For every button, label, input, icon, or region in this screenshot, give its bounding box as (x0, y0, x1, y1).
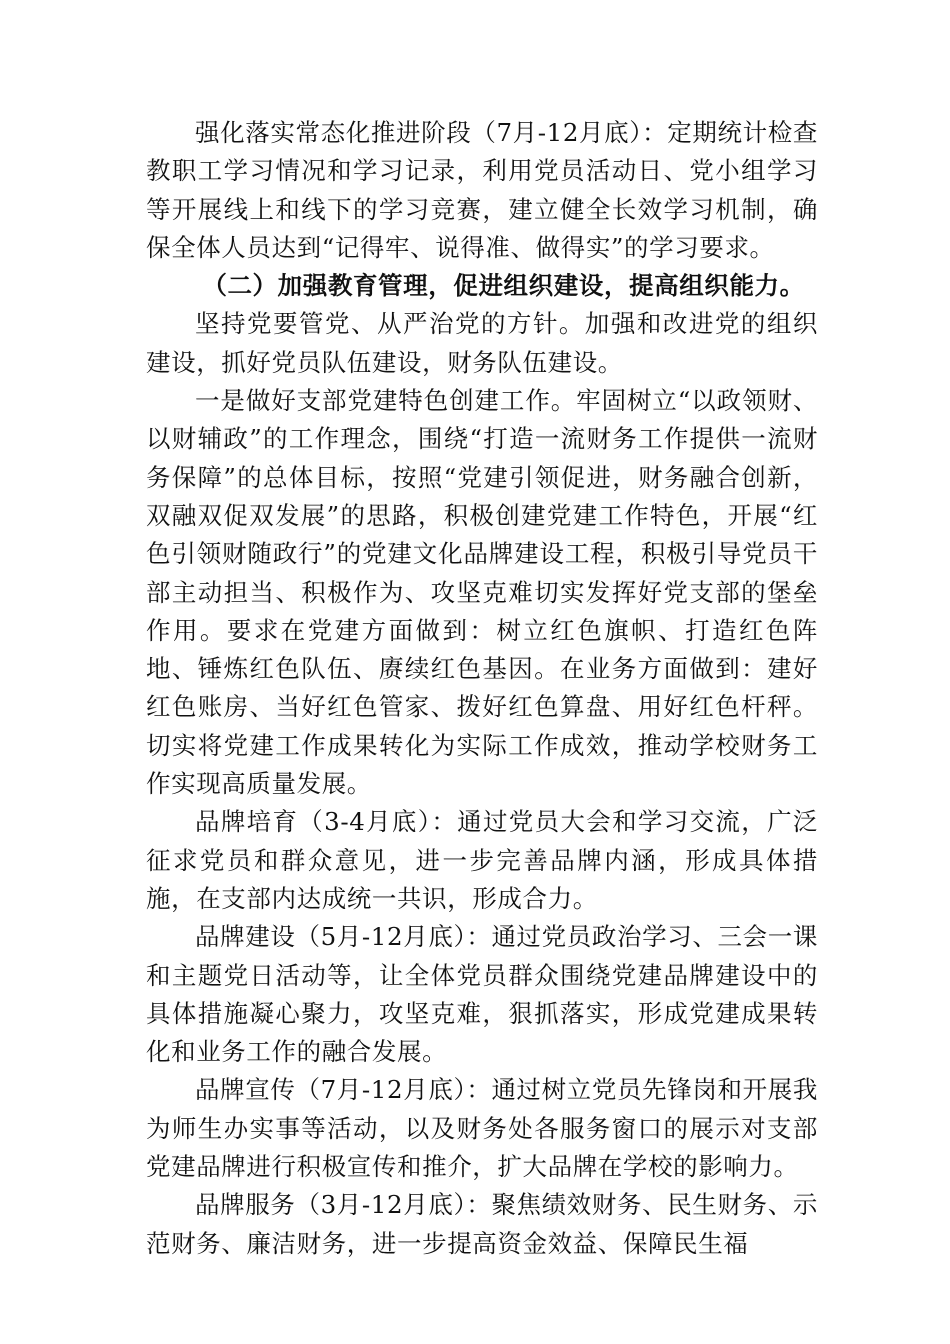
paragraph-brand-publicity: 品牌宣传（7月-12月底）：通过树立党员先锋岗和开展我为师生办实事等活动，以及财务处各服务窗口的展示对支部党建品牌进行积极宣传和推介，扩大品牌在学校的影响力。 (146, 1075, 818, 1182)
document-body (146, 114, 818, 1263)
paragraph-branch-brand-creation: 一是做好支部党建特色创建工作。牢固树立“以政领财、以财辅政”的工作理念，围绕“打造一流财务工作提供一流财务保障”的总体目标，按照“党建引领促进，财务融合创新，双融双促双发展”的思路，积极创建党建工作特色，开展“红色引领财随政行”的党建文化品牌建设工程，积极引导党员干部主动担当、积极作为、攻坚克难切实发挥好党支部的堡垒作用。要求在党建方面做到：树立红色旗帜、打造红色阵地、锤炼红色队伍、赓续红色基因。在业务方面做到：建好红色账房、当好红色管家、拨好红色算盘、用好红色杆秤。切实将党建工作成果转化为实际工作成效，推动学校财务工作实现高质量发展。 (146, 386, 818, 799)
paragraph-party-governance: 坚持党要管党、从严治党的方针。加强和改进党的组织建设，抓好党员队伍建设，财务队伍建设。 (146, 309, 818, 377)
section-heading-education-management: （二）加强教育管理，促进组织建设，提高组织能力。 (202, 271, 805, 301)
paragraph-brand-cultivation: 品牌培育（3-4月底）：通过党员大会和学习交流，广泛征求党员和群众意见，进一步完善品牌内涵，形成具体措施，在支部内达成统一共识，形成合力。 (146, 807, 818, 913)
paragraph-brand-service: 品牌服务（3月-12月底）：聚焦绩效财务、民生财务、示范财务、廉洁财务，进一步提高资金效益、保障民生福 (146, 1190, 818, 1258)
paragraph-study-implementation-phase: 强化落实常态化推进阶段（7月-12月底）：定期统计检查教职工学习情况和学习记录，利用党员活动日、党小组学习等开展线上和线下的学习竞赛，建立健全长效学习机制，确保全体人员达到“记得牢、说得准、做得实”的学习要求。 (146, 118, 818, 262)
paragraph-brand-construction: 品牌建设（5月-12月底）：通过党员政治学习、三会一课和主题党日活动等，让全体党员群众围绕党建品牌建设中的具体措施凝心聚力，攻坚克难，狠抓落实，形成党建成果转化和业务工作的融合发展。 (146, 922, 818, 1067)
